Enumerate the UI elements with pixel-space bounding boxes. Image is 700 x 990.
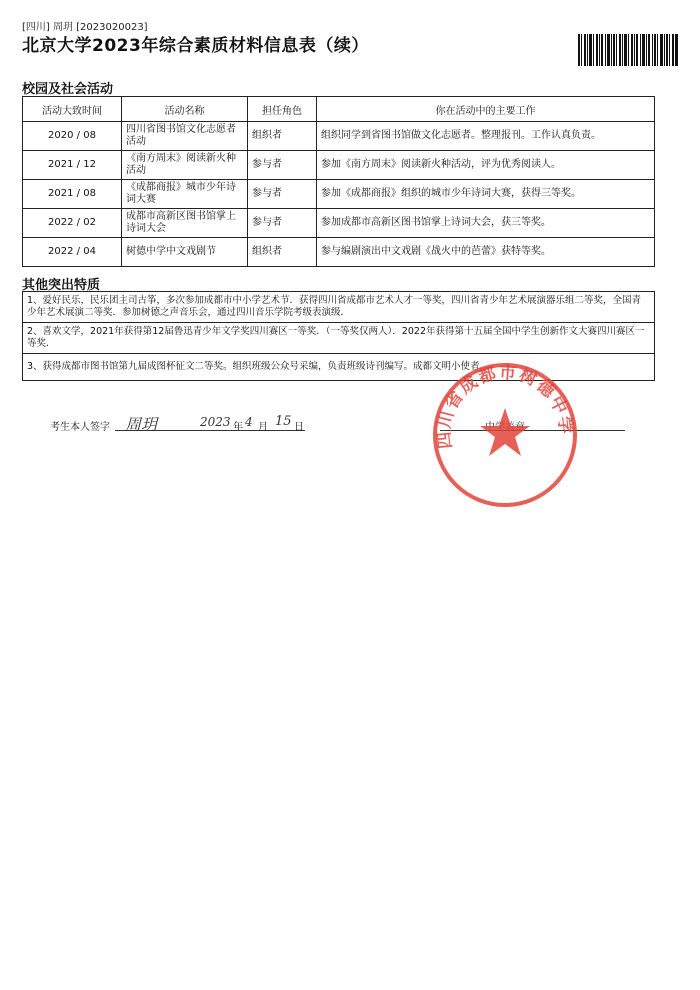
day-unit: 日 (294, 422, 304, 433)
activity-role: 组织者 (248, 122, 317, 151)
activities-table (22, 96, 655, 267)
activity-role: 参与者 (248, 209, 317, 238)
features-section-title: 其他突出特质 (22, 278, 101, 293)
feature-text: 2、喜欢文学，2021年获得第12届鲁迅青少年文学奖四川赛区一等奖．（一等奖仅两人）．2022年获得第十五届全国中学生创新作文大赛四川赛区一等奖． (23, 323, 655, 354)
feature-text: 1、爱好民乐，民乐团主司古筝，多次参加成都市中小学艺术节．获得四川省成都市艺术人才一等奖，四川省青少年艺术展演器乐组二等奖，全国青少年艺术展演二等奖．参加树德之声音乐会，通过四川音乐学院考级表演级． (23, 292, 655, 323)
activity-role: 组织者 (248, 238, 317, 267)
school-seal (430, 360, 580, 510)
activity-name: 《成都商报》城市少年诗词大赛 (122, 180, 248, 209)
student-signature-label: 考生本人签字 (50, 422, 110, 433)
table-row (23, 238, 655, 267)
activity-time: 2022 / 02 (23, 209, 122, 238)
student-signature: 周玥 (125, 415, 158, 434)
column-header: 活动名称 (122, 97, 248, 122)
activity-name: 树德中学中文戏剧节 (122, 238, 248, 267)
activity-name: 成都市高新区图书馆掌上诗词大会 (122, 209, 248, 238)
list-item (23, 292, 655, 323)
year-unit: 年 (233, 422, 243, 433)
activity-name: 《南方周末》阅读新火种活动 (122, 151, 248, 180)
year-handwritten: 2023 (200, 415, 231, 429)
activity-time: 2021 / 08 (23, 180, 122, 209)
activities-header-row (23, 97, 655, 122)
day-handwritten: 15 (275, 414, 292, 429)
activity-name: 四川省图书馆文化志愿者活动 (122, 122, 248, 151)
table-row (23, 180, 655, 209)
column-header: 担任角色 (248, 97, 317, 122)
activity-time: 2021 / 12 (23, 151, 122, 180)
table-row (23, 151, 655, 180)
activity-work: 参加《成都商报》组织的城市少年诗词大赛，获得三等奖。 (317, 180, 655, 209)
activity-time: 2020 / 08 (23, 122, 122, 151)
month-handwritten: 4 (245, 415, 253, 429)
table-row (23, 122, 655, 151)
column-header: 你在活动中的主要工作 (317, 97, 655, 122)
column-header: 活动大致时间 (23, 97, 122, 122)
barcode (578, 34, 678, 66)
month-unit: 月 (258, 422, 268, 433)
activity-work: 参加成都市高新区图书馆掌上诗词大会，获三等奖。 (317, 209, 655, 238)
table-row (23, 209, 655, 238)
seal-text: 四川省成都市树德中学 (434, 362, 576, 450)
activity-work: 参加《南方周末》阅读新火种活动，评为优秀阅读人。 (317, 151, 655, 180)
header-id-line: [四川] 周玥 [2023020023] (22, 22, 148, 33)
page-title: 北京大学2023年综合素质材料信息表（续） (22, 36, 369, 56)
activity-work: 组织同学到省图书馆做文化志愿者。整理报刊。工作认真负责。 (317, 122, 655, 151)
feature-text: 3、获得成都市图书馆第九届成图杯征文二等奖。组织班级公众号采编，负责班级诗刊编写。成都文明小使者 (23, 354, 655, 381)
list-item (23, 323, 655, 354)
activity-role: 参与者 (248, 151, 317, 180)
activity-work: 参与编剧演出中文戏剧《战火中的芭蕾》获特等奖。 (317, 238, 655, 267)
activity-role: 参与者 (248, 180, 317, 209)
activities-section-title: 校园及社会活动 (22, 82, 114, 97)
activity-time: 2022 / 04 (23, 238, 122, 267)
